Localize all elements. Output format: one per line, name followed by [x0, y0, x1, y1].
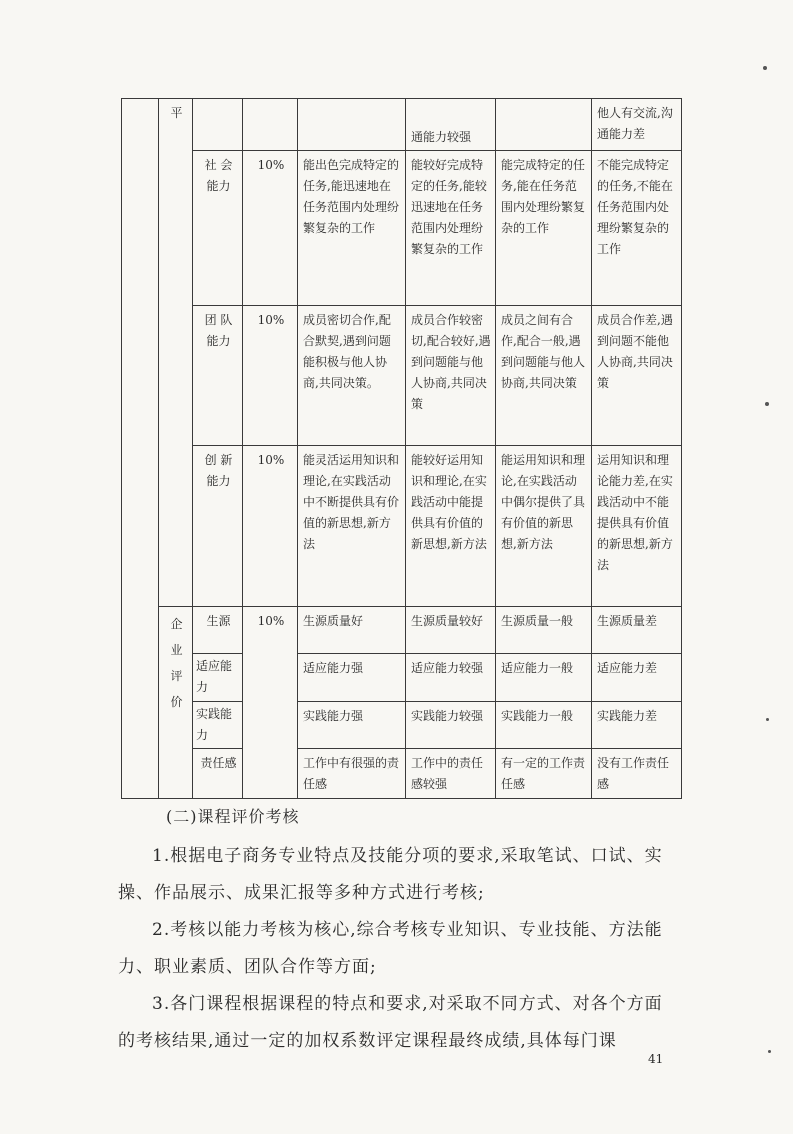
- good-cell: 生源质量较好: [406, 607, 496, 654]
- good-cell: 成员合作较密切,配合较好,遇到问题能与他人协商,共同决策: [406, 306, 496, 446]
- poor-cell: 实践能力差: [592, 702, 682, 749]
- weight-cell: [243, 99, 298, 151]
- poor-cell: 生源质量差: [592, 607, 682, 654]
- excellent-cell: [298, 99, 406, 151]
- poor-cell: 运用知识和理论能力差,在实践活动中不能提供具有价值的新思想,新方法: [592, 446, 682, 607]
- weight-cell: 10%: [243, 607, 298, 799]
- pass-cell: 适应能力一般: [496, 654, 592, 702]
- page-number: 41: [648, 1052, 664, 1066]
- good-cell: 实践能力较强: [406, 702, 496, 749]
- item-cell: 实践能力: [193, 702, 243, 749]
- poor-cell: 不能完成特定的任务,不能在任务范围内处理纷繁复杂的工作: [592, 151, 682, 306]
- table-row: [122, 749, 682, 799]
- table-row: [122, 702, 682, 749]
- scan-speck: [768, 1050, 771, 1053]
- outer-left-column: [122, 99, 159, 799]
- excellent-cell: 实践能力强: [298, 702, 406, 749]
- poor-cell: 没有工作责任感: [592, 749, 682, 799]
- scan-speck: [765, 402, 769, 406]
- item-cell: [193, 99, 243, 151]
- pass-cell: 有一定的工作责任感: [496, 749, 592, 799]
- excellent-cell: 能灵活运用知识和理论,在实践活动中不断提供具有价值的新思想,新方法: [298, 446, 406, 607]
- item-cell: 责任感: [193, 749, 243, 799]
- scan-speck: [766, 718, 769, 721]
- excellent-cell: 成员密切合作,配合默契,遇到问题能积极与他人协商,共同决策。: [298, 306, 406, 446]
- weight-cell: 10%: [243, 306, 298, 446]
- table-row: [122, 306, 682, 446]
- group-cell-enterprise: 企 业 评 价: [159, 607, 193, 799]
- pass-cell: [496, 99, 592, 151]
- item-cell: 团 队 能力: [193, 306, 243, 446]
- pass-cell: 成员之间有合作,配合一般,遇到问题能与他人协商,共同决策: [496, 306, 592, 446]
- section-heading: (二)课程评价考核: [166, 807, 300, 826]
- scan-speck: [763, 66, 767, 70]
- paragraph-3: 3.各门课程根据课程的特点和要求,对采取不同方式、对各个方面的考核结果,通过一定的加权系数评定课程最终成绩,具体每门课: [118, 994, 663, 1051]
- item-cell: 创 新 能力: [193, 446, 243, 607]
- paragraph-2: 2.考核以能力考核为核心,综合考核专业知识、专业技能、方法能力、职业素质、团队合作等方面;: [118, 920, 663, 977]
- weight-cell: 10%: [243, 446, 298, 607]
- pass-cell: 能完成特定的任务,能在任务范围内处理纷繁复杂的工作: [496, 151, 592, 306]
- evaluation-table: [121, 98, 682, 799]
- good-cell: 能较好运用知识和理论,在实践活动中能提供具有价值的新思想,新方法: [406, 446, 496, 607]
- excellent-cell: 能出色完成特定的任务,能迅速地在任务范围内处理纷繁复杂的工作: [298, 151, 406, 306]
- poor-cell: 他人有交流,沟通能力差: [592, 99, 682, 151]
- pass-cell: 能运用知识和理论,在实践活动中偶尔提供了具有价值的新思想,新方法: [496, 446, 592, 607]
- table-row: [122, 151, 682, 306]
- excellent-cell: 适应能力强: [298, 654, 406, 702]
- poor-cell: 适应能力差: [592, 654, 682, 702]
- item-cell: 生源: [193, 607, 243, 654]
- paragraph-1: 1.根据电子商务专业特点及技能分项的要求,采取笔试、口试、实操、作品展示、成果汇报等多种方式进行考核;: [118, 846, 663, 903]
- weight-cell: 10%: [243, 151, 298, 306]
- excellent-cell: 工作中有很强的责任感: [298, 749, 406, 799]
- excellent-cell: 生源质量好: [298, 607, 406, 654]
- good-cell: 工作中的责任感较强: [406, 749, 496, 799]
- item-cell: 社 会 能力: [193, 151, 243, 306]
- table-row: [122, 607, 682, 654]
- table-row: [122, 654, 682, 702]
- good-cell: 能较好完成特定的任务,能较迅速地在任务范围内处理纷繁复杂的工作: [406, 151, 496, 306]
- item-cell: 适应能力: [193, 654, 243, 702]
- poor-cell: 成员合作差,遇到问题不能他人协商,共同决策: [592, 306, 682, 446]
- table-row: [122, 99, 682, 151]
- good-cell: 适应能力较强: [406, 654, 496, 702]
- table-row: [122, 446, 682, 607]
- pass-cell: 实践能力一般: [496, 702, 592, 749]
- group-cell-top: 平: [159, 99, 193, 607]
- pass-cell: 生源质量一般: [496, 607, 592, 654]
- good-cell: 通能力较强: [406, 99, 496, 151]
